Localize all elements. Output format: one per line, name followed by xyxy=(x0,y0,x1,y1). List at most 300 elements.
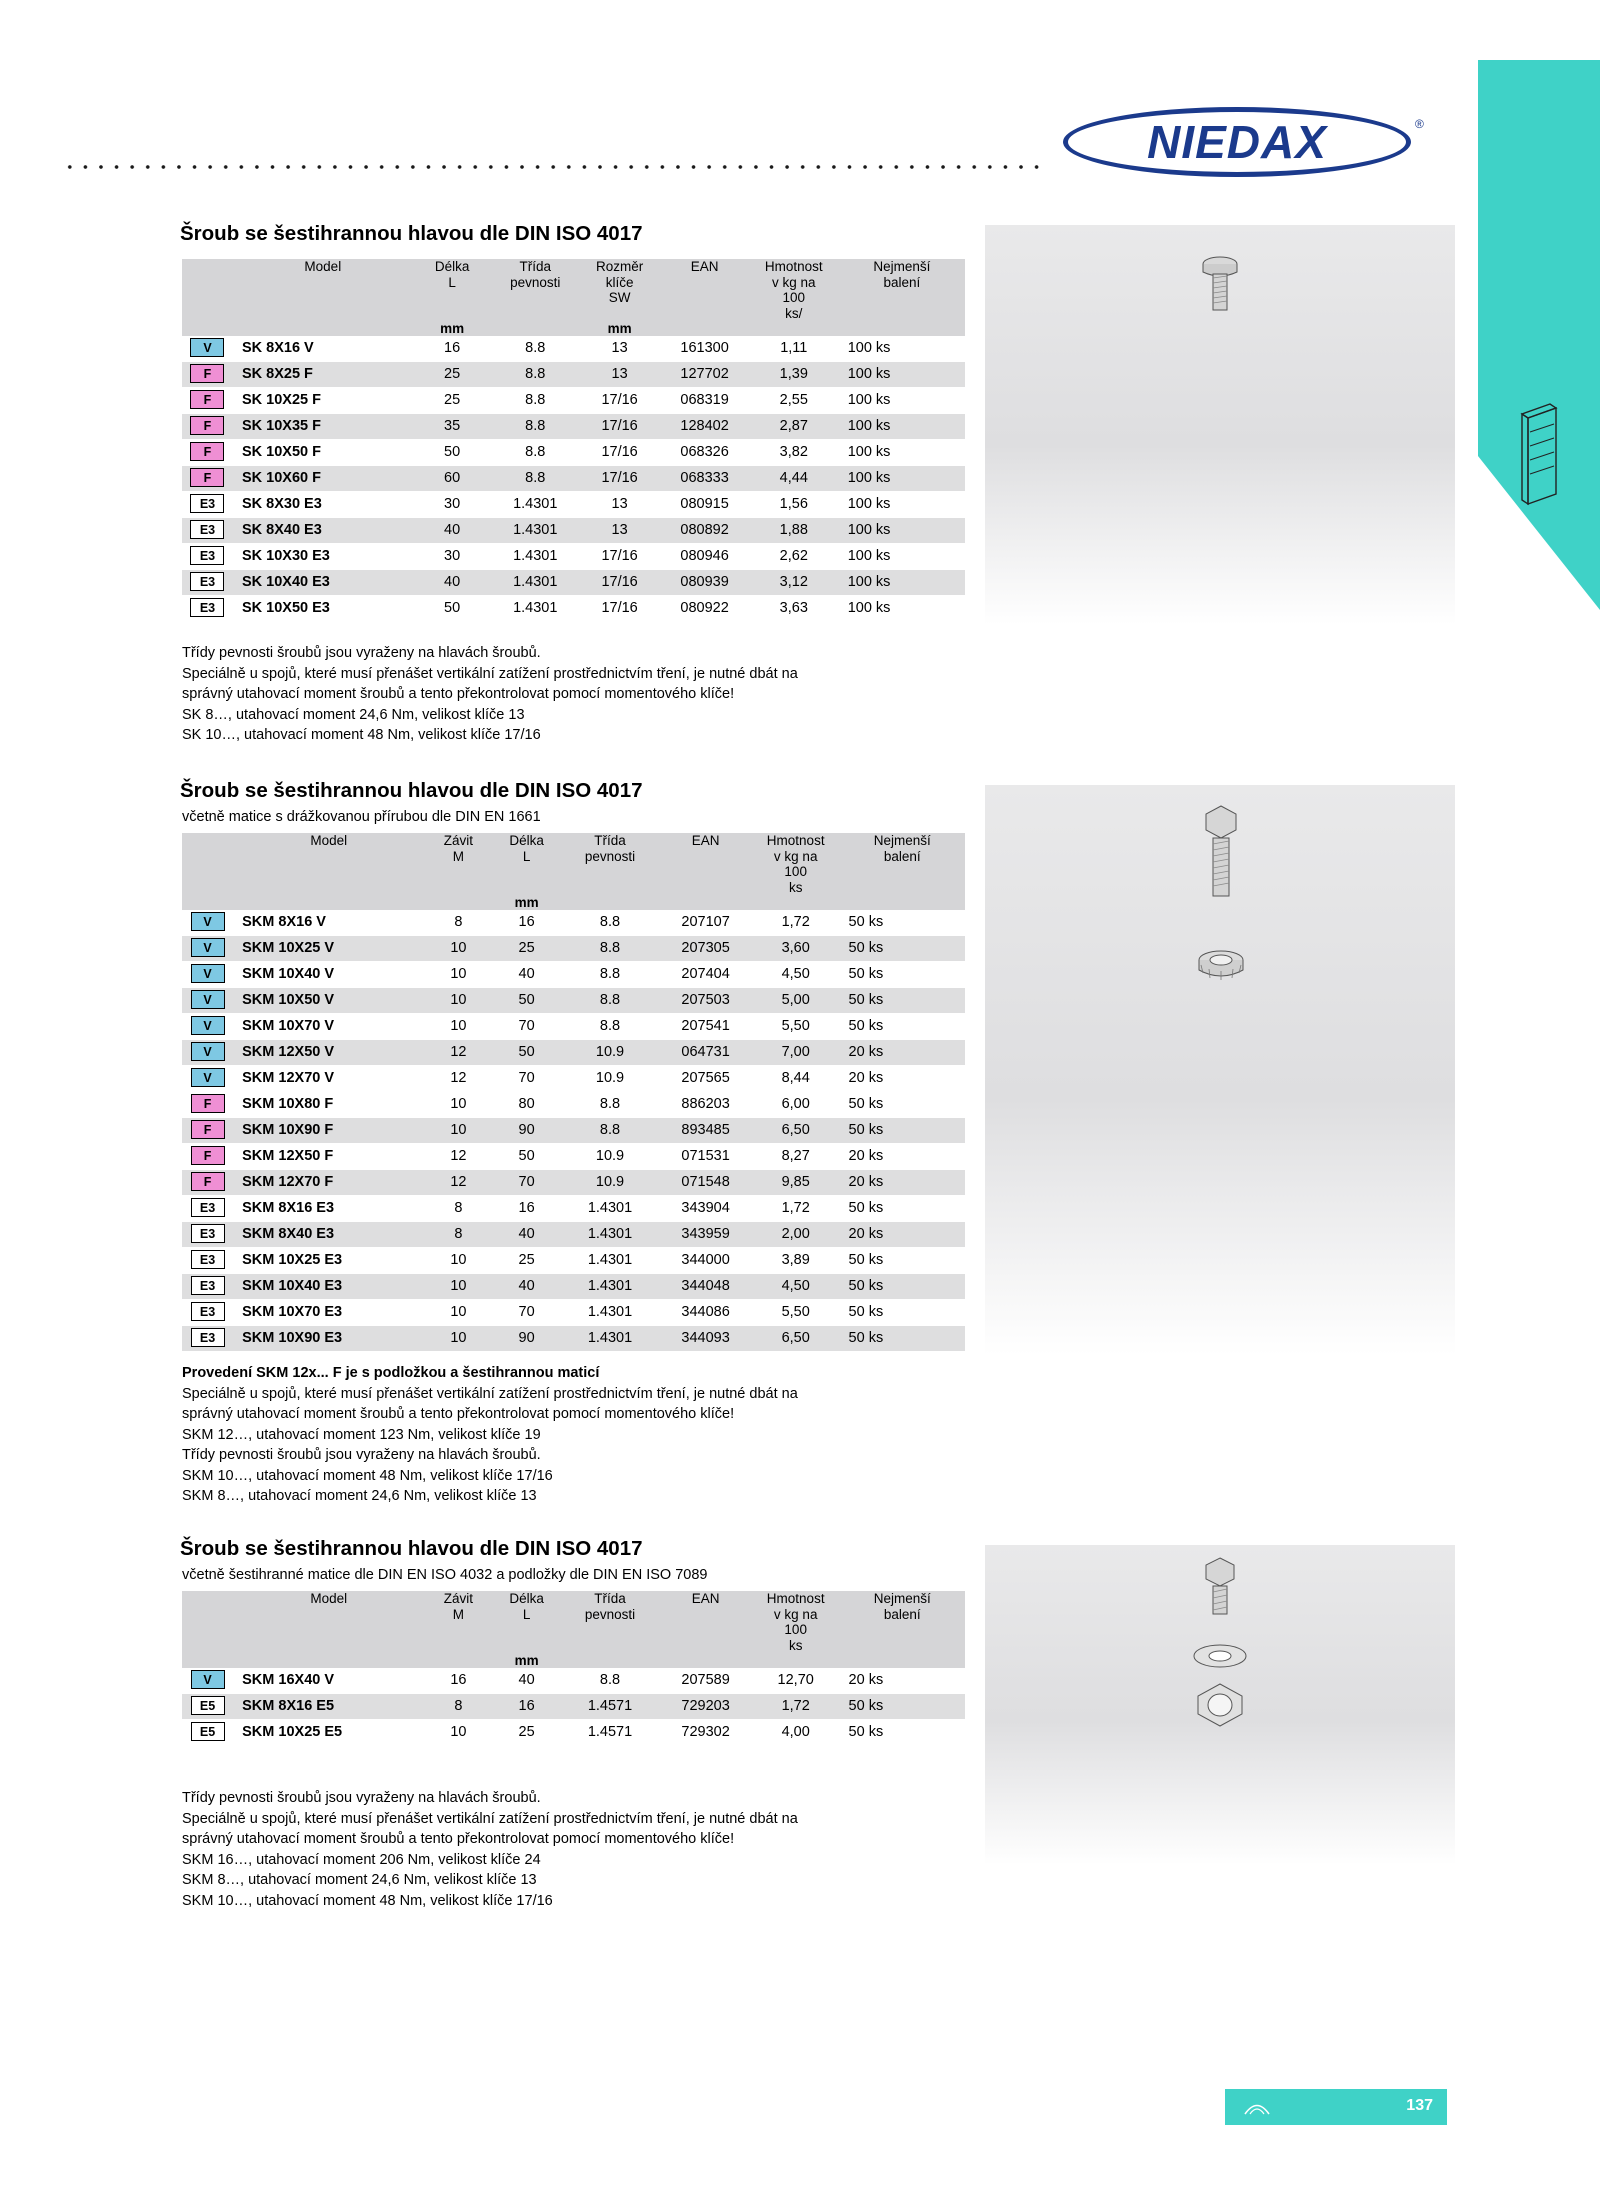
cell-ean: 064731 xyxy=(659,1040,752,1066)
cell-model: SK 10X50 E3 xyxy=(233,596,413,622)
cell-ean: 207404 xyxy=(659,962,752,988)
row-badge-cell xyxy=(182,910,233,936)
cell-trida: 8.8 xyxy=(492,336,579,362)
table-row[interactable] xyxy=(182,414,965,440)
cell-sw: 13 xyxy=(579,362,660,388)
row-badge-cell xyxy=(182,544,233,570)
th-trida-main: Třída xyxy=(594,833,626,848)
badge-E3: E3 xyxy=(190,598,224,617)
row-badge-cell xyxy=(182,962,233,988)
th-hmotnost xyxy=(752,833,840,895)
cell-baleni: 100 ks xyxy=(839,466,965,492)
table-row[interactable] xyxy=(182,1040,965,1066)
badge-E3: E3 xyxy=(190,494,224,513)
note-line: Třídy pevnosti šroubů jsou vyraženy na hlavách šroubů. xyxy=(182,1790,541,1806)
th-delka-sub: L xyxy=(448,274,456,290)
table-row[interactable] xyxy=(182,1144,965,1170)
cell-trida: 8.8 xyxy=(492,388,579,414)
cell-trida: 1.4301 xyxy=(561,1248,660,1274)
cell-hmotnost: 3,63 xyxy=(749,596,839,622)
th-unit-blank-4 xyxy=(752,895,840,910)
cell-delka: 50 xyxy=(493,1040,561,1066)
cell-trida: 8.8 xyxy=(561,1092,660,1118)
cell-zavit: 10 xyxy=(424,1014,492,1040)
cell-trida: 1.4301 xyxy=(492,596,579,622)
cell-delka: 16 xyxy=(413,336,492,362)
cell-hmotnost: 1,56 xyxy=(749,492,839,518)
cell-delka: 16 xyxy=(493,910,561,936)
th-hmotnost xyxy=(749,259,839,321)
cell-zavit: 10 xyxy=(424,1092,492,1118)
cell-baleni: 100 ks xyxy=(839,440,965,466)
cell-model: SKM 8X16 E5 xyxy=(233,1694,424,1720)
th-trida xyxy=(492,259,579,321)
th-baleni xyxy=(840,833,965,895)
cell-baleni: 20 ks xyxy=(840,1668,965,1694)
cell-hmotnost: 3,60 xyxy=(752,936,840,962)
table-row[interactable] xyxy=(182,1668,965,1694)
cell-hmotnost: 1,88 xyxy=(749,518,839,544)
table-row[interactable] xyxy=(182,440,965,466)
cell-ean: 207541 xyxy=(659,1014,752,1040)
cell-zavit: 10 xyxy=(424,988,492,1014)
cell-baleni: 100 ks xyxy=(839,544,965,570)
cell-ean: 344086 xyxy=(659,1300,752,1326)
th-trida-sub: pevnosti xyxy=(584,1606,636,1622)
washer-illustration xyxy=(1182,1638,1258,1676)
table-row[interactable] xyxy=(182,1118,965,1144)
th-badge xyxy=(182,833,233,910)
note-line: SKM 8…, utahovací moment 24,6 Nm, velikost klíče 13 xyxy=(182,1872,537,1889)
table-row[interactable] xyxy=(182,1274,965,1300)
table-row[interactable] xyxy=(182,596,965,622)
row-badge-cell xyxy=(182,414,233,440)
cell-trida: 1.4301 xyxy=(561,1274,660,1300)
cell-baleni: 50 ks xyxy=(840,1326,965,1352)
cell-model: SKM 10X70 V xyxy=(233,1014,424,1040)
note-line: Třídy pevnosti šroubů jsou vyraženy na hlavách šroubů. xyxy=(182,645,541,661)
note-line: správný utahovací moment šroubů a tento překontrolovat pomocí momentového klíče! xyxy=(182,1406,735,1423)
cell-model: SKM 10X50 V xyxy=(233,988,424,1014)
row-badge-cell xyxy=(182,1668,233,1694)
th-zavit xyxy=(424,833,492,895)
th-trida-sub: pevnosti xyxy=(510,274,561,290)
th-model: Model xyxy=(233,833,424,910)
cell-model: SKM 10X25 V xyxy=(233,936,424,962)
th-unit-blank-1 xyxy=(424,1653,492,1668)
cell-ean: 886203 xyxy=(659,1092,752,1118)
note-line: SKM 12…, utahovací moment 123 Nm, velikost klíče 19 xyxy=(182,1426,541,1443)
note-line: SKM 10…, utahovací moment 48 Nm, velikost klíče 17/16 xyxy=(182,1467,553,1484)
note-line: Speciálně u spojů, které musí přenášet vertikální zatížení prostřednictvím tření, je nutné dbát na xyxy=(182,1385,798,1402)
note-line: SK 8…, utahovací moment 24,6 Nm, velikost klíče 13 xyxy=(182,706,525,723)
cell-zavit: 8 xyxy=(424,1196,492,1222)
cell-model: SK 8X25 F xyxy=(233,362,413,388)
cell-hmotnost: 7,00 xyxy=(752,1040,840,1066)
cell-sw: 13 xyxy=(579,492,660,518)
row-badge-cell xyxy=(182,336,233,362)
th-unit-blank-2 xyxy=(561,1653,660,1668)
th-rozmer-sub1: klíče xyxy=(605,274,634,290)
cell-zavit: 10 xyxy=(424,1720,492,1746)
cell-delka: 40 xyxy=(413,518,492,544)
th-unit-blank-5 xyxy=(840,1653,965,1668)
cell-ean: 729203 xyxy=(659,1694,752,1720)
cell-delka: 30 xyxy=(413,492,492,518)
row-badge-cell xyxy=(182,1274,233,1300)
note-line: SKM 8…, utahovací moment 24,6 Nm, velikost klíče 13 xyxy=(182,1488,537,1505)
row-badge-cell xyxy=(182,1326,233,1352)
badge-F: F xyxy=(191,1146,225,1165)
table-row[interactable] xyxy=(182,1092,965,1118)
page-number: 137 xyxy=(1406,2097,1433,2114)
cell-trida: 10.9 xyxy=(561,1144,660,1170)
cell-sw: 17/16 xyxy=(579,544,660,570)
section-subtitle-2: včetně matice s drážkovanou přírubou dle DIN EN 1661 xyxy=(182,809,541,825)
th-hmotnost-sub1: v kg na xyxy=(772,274,816,290)
cell-zavit: 8 xyxy=(424,1222,492,1248)
row-badge-cell xyxy=(182,1222,233,1248)
products-table-2-body xyxy=(182,910,965,1352)
cell-sw: 13 xyxy=(579,518,660,544)
th-zavit-sub: M xyxy=(452,1606,465,1622)
cell-trida: 1.4571 xyxy=(561,1720,660,1746)
table-row[interactable] xyxy=(182,1014,965,1040)
cell-zavit: 10 xyxy=(424,1326,492,1352)
cell-ean: 080939 xyxy=(660,570,749,596)
cell-hmotnost: 3,82 xyxy=(749,440,839,466)
th-baleni-main: Nejmenší xyxy=(873,1591,931,1606)
cell-baleni: 50 ks xyxy=(840,1720,965,1746)
th-baleni-sub: balení xyxy=(883,848,921,864)
cell-hmotnost: 8,27 xyxy=(752,1144,840,1170)
th-unit-blank-1 xyxy=(492,321,579,336)
cell-model: SKM 12X70 V xyxy=(233,1066,424,1092)
row-badge-cell xyxy=(182,988,233,1014)
note-line: Třídy pevnosti šroubů jsou vyraženy na hlavách šroubů. xyxy=(182,1447,541,1464)
cell-delka: 50 xyxy=(413,440,492,466)
th-unit-mm: mm xyxy=(493,895,561,910)
cell-model: SK 8X30 E3 xyxy=(233,492,413,518)
cell-delka: 90 xyxy=(493,1326,561,1352)
cell-trida: 1.4301 xyxy=(561,1326,660,1352)
cell-baleni: 50 ks xyxy=(840,1118,965,1144)
th-zavit-main: Závit xyxy=(443,1591,474,1606)
badge-E3: E3 xyxy=(191,1198,225,1217)
cell-ean: 128402 xyxy=(660,414,749,440)
table-row[interactable] xyxy=(182,936,965,962)
cell-delka: 70 xyxy=(493,1066,561,1092)
th-delka-main: Délka xyxy=(509,1591,544,1606)
th-hmotnost xyxy=(752,1591,840,1653)
th-trida-main: Třída xyxy=(519,259,551,274)
th-baleni-main: Nejmenší xyxy=(873,833,931,848)
th-hmotnost-main: Hmotnost xyxy=(766,833,825,848)
row-badge-cell xyxy=(182,1248,233,1274)
cell-model: SK 8X16 V xyxy=(233,336,413,362)
note-line: Speciálně u spojů, které musí přenášet vertikální zatížení prostřednictvím tření, je nutné dbát na xyxy=(182,665,798,682)
cell-ean: 344048 xyxy=(659,1274,752,1300)
cell-zavit: 8 xyxy=(424,910,492,936)
cell-delka: 16 xyxy=(493,1694,561,1720)
cell-ean: 343959 xyxy=(659,1222,752,1248)
cell-sw: 17/16 xyxy=(579,596,660,622)
cell-model: SKM 10X40 V xyxy=(233,962,424,988)
cell-zavit: 12 xyxy=(424,1040,492,1066)
table-row[interactable] xyxy=(182,466,965,492)
cell-hmotnost: 3,89 xyxy=(752,1248,840,1274)
table-row[interactable] xyxy=(182,362,965,388)
row-badge-cell xyxy=(182,388,233,414)
cell-delka: 60 xyxy=(413,466,492,492)
table-row[interactable] xyxy=(182,1326,965,1352)
table-row[interactable] xyxy=(182,1720,965,1746)
th-trida xyxy=(561,1591,660,1653)
hex-bolt-illustration-3 xyxy=(1180,1552,1260,1622)
th-hmotnost-sub3: ks xyxy=(788,879,803,895)
note-line: správný utahovací moment šroubů a tento překontrolovat pomocí momentového klíče! xyxy=(182,1831,735,1848)
cell-baleni: 20 ks xyxy=(840,1222,965,1248)
cell-hmotnost: 2,00 xyxy=(752,1222,840,1248)
cell-model: SKM 10X90 E3 xyxy=(233,1326,424,1352)
th-delka-main: Délka xyxy=(434,259,470,274)
cell-ean: 068333 xyxy=(660,466,749,492)
table-row[interactable] xyxy=(182,1222,965,1248)
th-delka xyxy=(493,1591,561,1653)
cell-zavit: 10 xyxy=(424,1274,492,1300)
cell-model: SK 8X40 E3 xyxy=(233,518,413,544)
badge-E3: E3 xyxy=(190,546,224,565)
cell-hmotnost: 6,00 xyxy=(752,1092,840,1118)
badge-V: V xyxy=(191,964,225,983)
badge-E3: E3 xyxy=(190,572,224,591)
row-badge-cell xyxy=(182,1720,233,1746)
cell-baleni: 50 ks xyxy=(840,1196,965,1222)
cell-trida: 1.4301 xyxy=(561,1300,660,1326)
cell-baleni: 50 ks xyxy=(840,962,965,988)
cell-sw: 17/16 xyxy=(579,440,660,466)
th-ean: EAN xyxy=(659,1591,752,1653)
cell-ean: 729302 xyxy=(659,1720,752,1746)
badge-E3: E3 xyxy=(191,1276,225,1295)
table-row[interactable] xyxy=(182,910,965,936)
table-row[interactable] xyxy=(182,1170,965,1196)
cell-trida: 1.4301 xyxy=(561,1196,660,1222)
cell-hmotnost: 4,50 xyxy=(752,1274,840,1300)
row-badge-cell xyxy=(182,440,233,466)
cell-hmotnost: 4,00 xyxy=(752,1720,840,1746)
badge-V: V xyxy=(191,912,225,931)
table-row[interactable] xyxy=(182,962,965,988)
cell-trida: 8.8 xyxy=(561,962,660,988)
cell-model: SKM 10X90 F xyxy=(233,1118,424,1144)
badge-F: F xyxy=(191,1172,225,1191)
section-title-1: Šroub se šestihrannou hlavou dle DIN ISO 4017 xyxy=(180,222,643,245)
note-line-bold: Provedení SKM 12x... F je s podložkou a šestihrannou maticí xyxy=(182,1365,600,1381)
cell-trida: 8.8 xyxy=(561,1014,660,1040)
cell-trida: 8.8 xyxy=(561,1668,660,1694)
cell-ean: 207565 xyxy=(659,1066,752,1092)
section-subtitle-3: včetně šestihranné matice dle DIN EN ISO 4032 a podložky dle DIN EN ISO 7089 xyxy=(182,1567,708,1583)
th-hmotnost-sub2: 100 xyxy=(782,290,806,306)
th-unit-blank-3 xyxy=(659,1653,752,1668)
cell-sw: 17/16 xyxy=(579,570,660,596)
products-table-1 xyxy=(182,259,965,622)
table-row[interactable] xyxy=(182,388,965,414)
row-badge-cell xyxy=(182,1144,233,1170)
th-unit-blank-1 xyxy=(424,895,492,910)
th-hmotnost-sub2: 100 xyxy=(784,864,807,880)
cell-trida: 1.4571 xyxy=(561,1694,660,1720)
cell-hmotnost: 8,44 xyxy=(752,1066,840,1092)
cell-baleni: 50 ks xyxy=(840,1248,965,1274)
row-badge-cell xyxy=(182,596,233,622)
cell-zavit: 10 xyxy=(424,1300,492,1326)
table-row[interactable] xyxy=(182,570,965,596)
cell-model: SK 10X25 F xyxy=(233,388,413,414)
logo-wordmark: NIEDAX xyxy=(1147,116,1327,168)
cell-model: SKM 10X25 E3 xyxy=(233,1248,424,1274)
cell-baleni: 100 ks xyxy=(839,596,965,622)
row-badge-cell xyxy=(182,1014,233,1040)
hex-bolt-illustration-1 xyxy=(1180,248,1260,328)
footer-bar xyxy=(1225,2089,1447,2125)
cell-sw: 13 xyxy=(579,336,660,362)
row-badge-cell xyxy=(182,1694,233,1720)
th-baleni-sub: balení xyxy=(883,274,921,290)
cell-model: SKM 8X16 E3 xyxy=(233,1196,424,1222)
th-hmotnost-sub3: ks/ xyxy=(785,305,803,321)
products-table-2 xyxy=(182,833,965,1352)
dotted-rule-decoration xyxy=(62,164,1042,170)
table-row[interactable] xyxy=(182,336,965,362)
th-ean: EAN xyxy=(659,833,752,895)
row-badge-cell xyxy=(182,1196,233,1222)
th-unit-blank-3 xyxy=(749,321,839,336)
cell-ean: 080915 xyxy=(660,492,749,518)
badge-E3: E3 xyxy=(191,1224,225,1243)
cell-model: SK 10X35 F xyxy=(233,414,413,440)
table-row[interactable] xyxy=(182,1066,965,1092)
th-delka-sub: L xyxy=(522,1606,531,1622)
cell-baleni: 20 ks xyxy=(840,1066,965,1092)
cell-model: SK 10X50 F xyxy=(233,440,413,466)
row-badge-cell xyxy=(182,466,233,492)
products-table-1-body xyxy=(182,336,965,622)
cell-ean: 071531 xyxy=(659,1144,752,1170)
cell-model: SK 10X30 E3 xyxy=(233,544,413,570)
th-zavit-sub: M xyxy=(452,848,465,864)
row-badge-cell xyxy=(182,1118,233,1144)
cell-ean: 343904 xyxy=(659,1196,752,1222)
cell-model: SKM 16X40 V xyxy=(233,1668,424,1694)
table-row[interactable] xyxy=(182,1248,965,1274)
cell-model: SKM 10X80 F xyxy=(233,1092,424,1118)
th-unit-blank-5 xyxy=(840,895,965,910)
th-unit-blank-2 xyxy=(660,321,749,336)
cell-sw: 17/16 xyxy=(579,388,660,414)
cell-ean: 893485 xyxy=(659,1118,752,1144)
table-row[interactable] xyxy=(182,518,965,544)
table-row[interactable] xyxy=(182,988,965,1014)
cell-delka: 40 xyxy=(493,1668,561,1694)
cell-baleni: 50 ks xyxy=(840,1300,965,1326)
th-trida-sub: pevnosti xyxy=(584,848,636,864)
th-badge xyxy=(182,259,233,336)
cell-baleni: 50 ks xyxy=(840,1274,965,1300)
cell-model: SKM 10X25 E5 xyxy=(233,1720,424,1746)
cell-zavit: 10 xyxy=(424,1248,492,1274)
th-delka-sub: L xyxy=(522,848,531,864)
cell-hmotnost: 5,50 xyxy=(752,1014,840,1040)
table-row[interactable] xyxy=(182,1300,965,1326)
cell-trida: 1.4301 xyxy=(492,544,579,570)
cell-ean: 080892 xyxy=(660,518,749,544)
th-baleni xyxy=(839,259,965,321)
products-table-3 xyxy=(182,1591,965,1746)
badge-F: F xyxy=(191,1120,225,1139)
cell-trida: 10.9 xyxy=(561,1170,660,1196)
cell-trida: 8.8 xyxy=(492,466,579,492)
th-zavit-main: Závit xyxy=(443,833,474,848)
cell-zavit: 12 xyxy=(424,1170,492,1196)
table-row[interactable] xyxy=(182,544,965,570)
cell-ean: 068319 xyxy=(660,388,749,414)
cell-baleni: 20 ks xyxy=(840,1040,965,1066)
th-unit-blank-2 xyxy=(561,895,660,910)
cell-hmotnost: 1,11 xyxy=(749,336,839,362)
cell-model: SK 10X60 F xyxy=(233,466,413,492)
note-line: SKM 10…, utahovací moment 48 Nm, velikost klíče 17/16 xyxy=(182,1892,553,1909)
cell-trida: 8.8 xyxy=(492,414,579,440)
cell-baleni: 50 ks xyxy=(840,936,965,962)
badge-V: V xyxy=(191,1068,225,1087)
cell-hmotnost: 5,50 xyxy=(752,1300,840,1326)
products-table-3-body xyxy=(182,1668,965,1746)
table-row[interactable] xyxy=(182,492,965,518)
cell-hmotnost: 12,70 xyxy=(752,1668,840,1694)
cell-delka: 70 xyxy=(493,1170,561,1196)
row-badge-cell xyxy=(182,570,233,596)
cell-delka: 25 xyxy=(493,936,561,962)
flange-nut-illustration xyxy=(1175,940,1267,1002)
cell-trida: 8.8 xyxy=(561,936,660,962)
cell-trida: 10.9 xyxy=(561,1040,660,1066)
table-row[interactable] xyxy=(182,1694,965,1720)
cell-baleni: 50 ks xyxy=(840,910,965,936)
cell-delka: 50 xyxy=(493,988,561,1014)
th-ean: EAN xyxy=(660,259,749,321)
th-rozmer-main: Rozměr xyxy=(595,259,644,274)
table-row[interactable] xyxy=(182,1196,965,1222)
cell-ean: 207305 xyxy=(659,936,752,962)
niedax-logo xyxy=(1063,107,1423,179)
cell-baleni: 20 ks xyxy=(840,1144,965,1170)
cell-hmotnost: 2,87 xyxy=(749,414,839,440)
badge-V: V xyxy=(191,1016,225,1035)
cell-hmotnost: 4,44 xyxy=(749,466,839,492)
cell-delka: 25 xyxy=(413,362,492,388)
row-badge-cell xyxy=(182,1092,233,1118)
row-badge-cell xyxy=(182,518,233,544)
th-hmotnost-main: Hmotnost xyxy=(766,1591,825,1606)
hex-nut-illustration xyxy=(1182,1680,1258,1732)
cell-ean: 207503 xyxy=(659,988,752,1014)
cell-hmotnost: 6,50 xyxy=(752,1326,840,1352)
badge-V: V xyxy=(191,1042,225,1061)
cell-hmotnost: 9,85 xyxy=(752,1170,840,1196)
note-line: SK 10…, utahovací moment 48 Nm, velikost klíče 17/16 xyxy=(182,727,541,744)
